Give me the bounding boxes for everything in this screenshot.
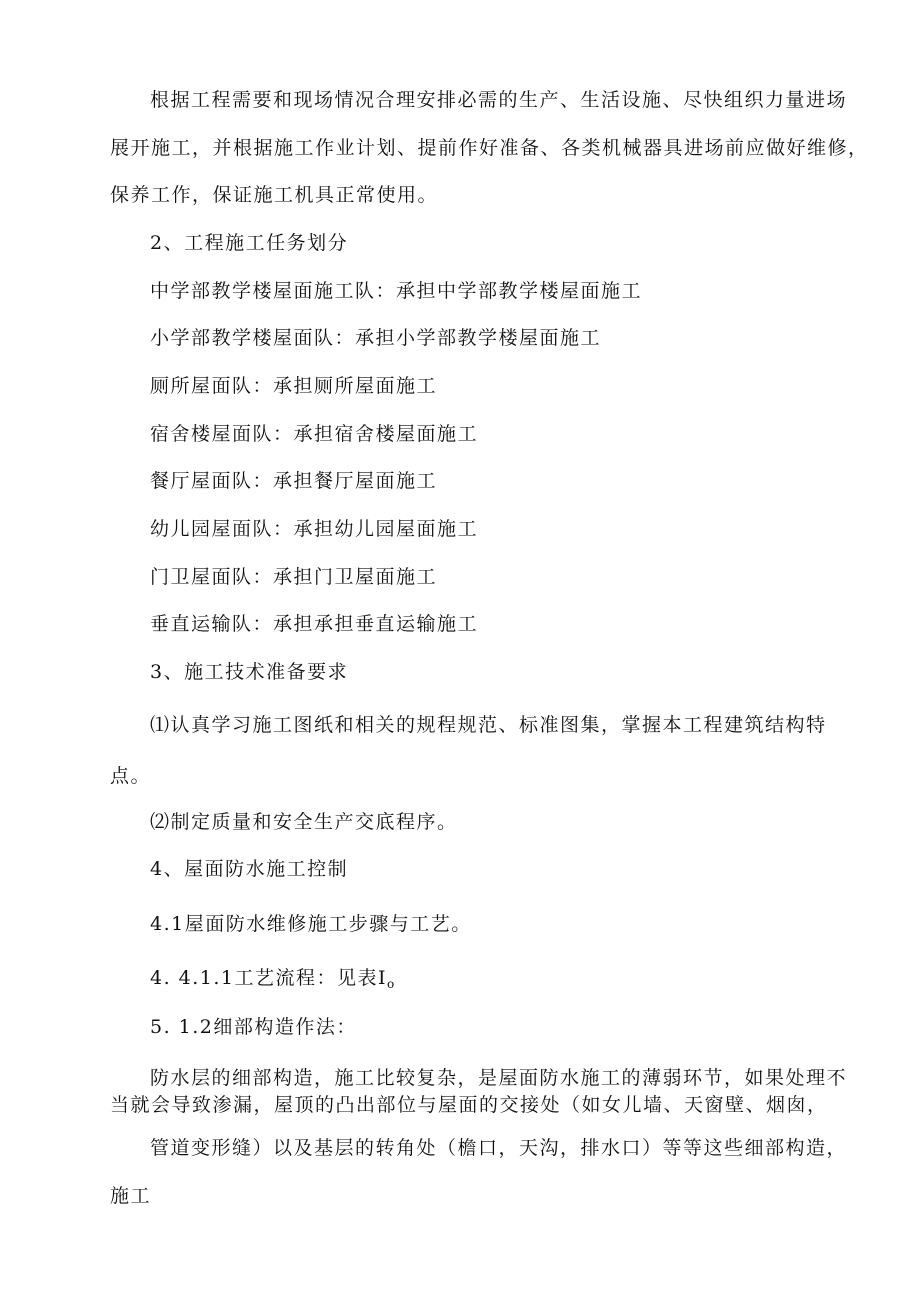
detail-paragraph-line-1: 防水层的细部构造，施工比较复杂，是屋面防水施工的薄弱环节，如果处理不 [150,1067,848,1089]
section-3-item-1-line-1: ⑴认真学习施工图纸和相关的规程规范、标准图集，掌握本工程建筑结构特 [150,714,827,736]
task-item: 垂直运输队：承担承担垂直运输施工 [150,613,479,635]
task-item: 中学部教学楼屋面施工队：承担中学部教学楼屋面施工 [150,280,643,302]
paragraph-1-line-3: 保养工作，保证施工机具正常使用。 [110,184,439,206]
section-2-heading: 2、工程施工任务划分 [150,232,349,254]
section-4-1-1-line [150,966,394,996]
section-4-heading: 4、屋面防水施工控制 [150,858,349,880]
section-4-1-1-text: 4. 4.1.1工艺流程：见表I [150,967,388,989]
section-3-item-2: ⑵制定质量和安全生产交底程序。 [150,811,458,833]
detail-paragraph-line-3: 管道变形缝）以及基层的转角处（檐口，天沟，排水口）等等这些细部构造， [150,1137,848,1159]
table-subscript: o [387,977,395,991]
detail-paragraph-line-4: 施工 [110,1185,152,1207]
section-3-heading: 3、施工技术准备要求 [150,661,349,683]
paragraph-1-line-1: 根据工程需要和现场情况合理安排必需的生产、生活设施、尽快组织力量进场 [150,89,848,111]
task-item: 宿舍楼屋面队：承担宿舍楼屋面施工 [150,423,479,445]
paragraph-1-line-2: 展开施工，并根据施工作业计划、提前作好准备、各类机械器具进场前应做好维修， [110,137,869,159]
task-item: 门卫屋面队：承担门卫屋面施工 [150,566,438,588]
task-item: 小学部教学楼屋面队：承担小学部教学楼屋面施工 [150,327,602,349]
task-item: 厕所屋面队：承担厕所屋面施工 [150,375,438,397]
section-4-1-2-heading: 5. 1.2细部构造作法： [150,1016,357,1038]
task-item: 餐厅屋面队：承担餐厅屋面施工 [150,470,438,492]
task-item: 幼儿园屋面队：承担幼儿园屋面施工 [150,518,479,540]
section-3-item-1-line-2: 点。 [110,765,152,787]
detail-paragraph-line-2: 当就会导致渗漏，屋顶的凸出部位与屋面的交接处（如女儿墙、天窗壁、烟囱， [110,1094,828,1116]
section-4-1-heading: 4.1屋面防水维修施工步骤与工艺。 [150,913,472,935]
